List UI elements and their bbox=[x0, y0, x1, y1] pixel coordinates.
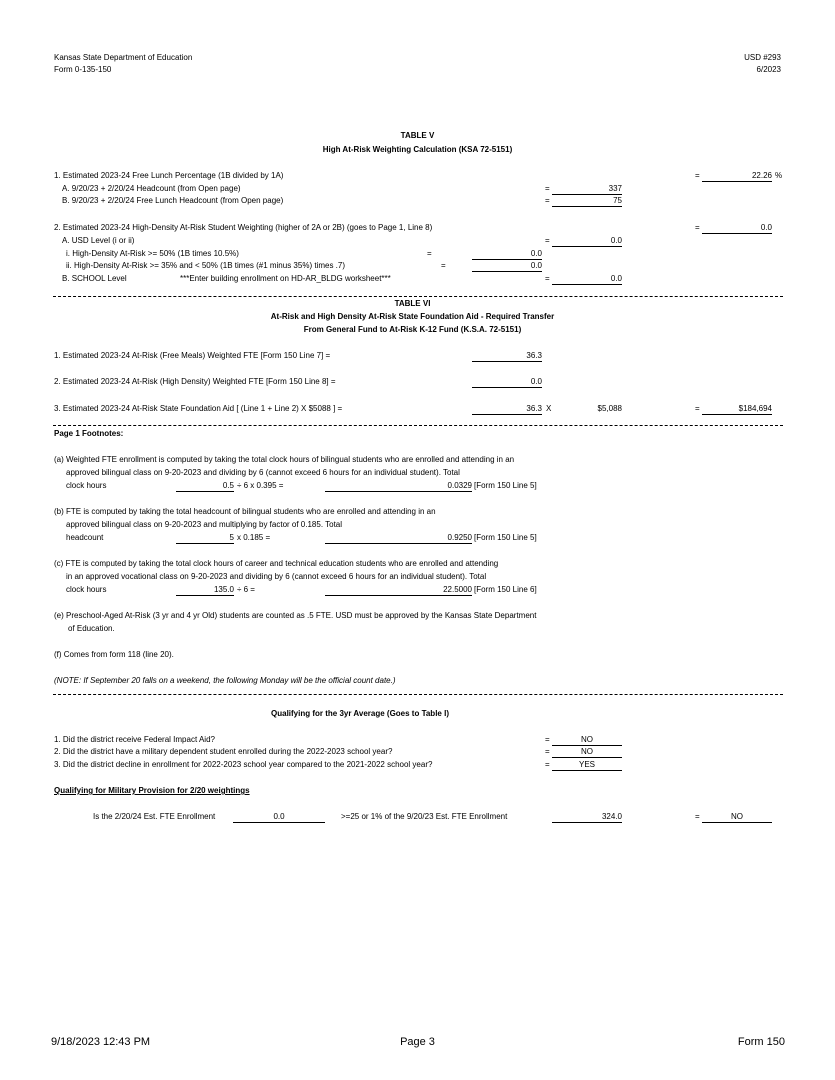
t5-line2a-label: A. USD Level (i or ii) bbox=[62, 236, 135, 245]
footnote-e-line1: (e) Preschool-Aged At-Risk (3 yr and 4 yr Old) students are counted as .5 FTE. USD must be approved by the Kansas State Department bbox=[54, 611, 537, 620]
qualifying-q3-eq: = bbox=[545, 760, 550, 769]
military-provision-title: Qualifying for Military Provision for 2/20 weightings bbox=[54, 786, 250, 795]
footnote-a-operation: ÷ 6 x 0.395 = bbox=[237, 481, 284, 490]
military-question: Is the 2/20/24 Est. FTE Enrollment bbox=[93, 812, 216, 821]
footnote-c-line2: in an approved vocational class on 9-20-2023 and dividing by 6 (cannot exceed 6 hours for an individual student). Total bbox=[66, 572, 487, 581]
t5-line2aii-value: 0.0 bbox=[472, 261, 542, 272]
t5-line2b-label: B. SCHOOL Level bbox=[62, 274, 127, 283]
t5-line1a-value: 337 bbox=[552, 184, 622, 195]
t6-total-value: $184,694 bbox=[702, 404, 772, 415]
table5-subtitle: High At-Risk Weighting Calculation (KSA 72-5151) bbox=[322, 145, 513, 154]
qualifying-q3-answer: YES bbox=[552, 760, 622, 771]
t6-line1-label: 1. Estimated 2023-24 At-Risk (Free Meals) Weighted FTE [Form 150 Line 7] = bbox=[54, 351, 331, 360]
qualifying-q1: 1. Did the district receive Federal Impact Aid? bbox=[54, 735, 215, 744]
qualifying-title: Qualifying for the 3yr Average (Goes to Table I) bbox=[271, 709, 449, 718]
footnote-b-ref: [Form 150 Line 5] bbox=[474, 533, 537, 542]
t6-rate: $5,088 bbox=[597, 404, 622, 413]
table6-subtitle-1: At-Risk and High Density At-Risk State Foundation Aid - Required Transfer bbox=[270, 312, 555, 321]
footnote-a-line1: (a) Weighted FTE enrollment is computed by taking the total clock hours of bilingual students who are enrolled and attending in an bbox=[54, 455, 515, 464]
qualifying-q1-answer: NO bbox=[552, 735, 622, 746]
qualifying-q2-answer: NO bbox=[552, 747, 622, 758]
footnote-b-line1: (b) FTE is computed by taking the total headcount of bilingual students who are enrolled and attending in an bbox=[54, 507, 436, 516]
military-eq: = bbox=[695, 812, 700, 821]
footnote-b-value: 5 bbox=[176, 533, 234, 544]
t6-line1-value: 36.3 bbox=[472, 351, 542, 362]
footnote-a-line2: approved bilingual class on 9-20-2023 and dividing by 6 (cannot exceed 6 hours for an individual student). Total bbox=[66, 468, 460, 477]
t5-line2-eq: = bbox=[695, 223, 700, 232]
military-fte-value: 0.0 bbox=[233, 812, 325, 823]
t5-line1b-value: 75 bbox=[552, 196, 622, 207]
usd-number: USD #293 bbox=[744, 53, 781, 62]
form-date: 6/2023 bbox=[756, 65, 781, 74]
t6-line2-label: 2. Estimated 2023-24 At-Risk (High Density) Weighted FTE [Form 150 Line 8] = bbox=[54, 377, 336, 386]
t5-line2-label: 2. Estimated 2023-24 High-Density At-Risk Student Weighting (higher of 2A or 2B) (goes to Page 1, Line 8) bbox=[54, 223, 433, 232]
table5-title: TABLE V bbox=[400, 131, 435, 140]
t5-line1-value: 22.26 bbox=[702, 171, 772, 182]
footnote-c-line3: clock hours bbox=[66, 585, 107, 594]
footnote-b-operation: x 0.185 = bbox=[237, 533, 271, 542]
t5-line1b-eq: = bbox=[545, 196, 550, 205]
qualifying-q3: 3. Did the district decline in enrollment for 2022-2023 school year compared to the 2021-2022 school year? bbox=[54, 760, 433, 769]
qualifying-q2: 2. Did the district have a military dependent student enrolled during the 2022-2023 school year? bbox=[54, 747, 393, 756]
footnote-e-line2: of Education. bbox=[68, 624, 115, 633]
t5-line2b-note: ***Enter building enrollment on HD-AR_BLDG worksheet*** bbox=[180, 274, 391, 283]
footnote-c-value: 135.0 bbox=[176, 585, 234, 596]
table6-title: TABLE VI bbox=[394, 299, 431, 308]
t5-line2b-value: 0.0 bbox=[552, 274, 622, 285]
footnote-f: (f) Comes from form 118 (line 20). bbox=[54, 650, 174, 659]
footnote-a-ref: [Form 150 Line 5] bbox=[474, 481, 537, 490]
t5-line2ai-eq: = bbox=[427, 249, 432, 258]
t5-line2aii-eq: = bbox=[441, 261, 446, 270]
footnote-b-line2: approved bilingual class on 9-20-2023 and multiplying by factor of 0.185. Total bbox=[66, 520, 343, 529]
page-number: Page 3 bbox=[400, 1036, 435, 1048]
footnotes-title: Page 1 Footnotes: bbox=[54, 429, 124, 438]
t5-line2b-eq: = bbox=[545, 274, 550, 283]
t5-line1a-label: A. 9/20/23 + 2/20/24 Headcount (from Open page) bbox=[62, 184, 241, 193]
t5-line1-label: 1. Estimated 2023-24 Free Lunch Percentage (1B divided by 1A) bbox=[54, 171, 284, 180]
footnote-c-ref: [Form 150 Line 6] bbox=[474, 585, 537, 594]
qualifying-q1-eq: = bbox=[545, 735, 550, 744]
t6-line3-times: X bbox=[546, 404, 552, 413]
divider bbox=[53, 425, 783, 426]
t5-line2a-value: 0.0 bbox=[552, 236, 622, 247]
footnote-a-line3: clock hours bbox=[66, 481, 107, 490]
footnote-a-value: 0.5 bbox=[176, 481, 234, 492]
footnote-note: (NOTE: If September 20 falls on a weekend, the following Monday will be the official count date.) bbox=[54, 676, 396, 685]
military-enrollment-value: 324.0 bbox=[552, 812, 622, 823]
footnote-c-line1: (c) FTE is computed by taking the total clock hours of career and technical education students who are enrolled and attending bbox=[54, 559, 499, 568]
department-name: Kansas State Department of Education bbox=[54, 53, 193, 62]
footer-form: Form 150 bbox=[737, 1036, 785, 1048]
qualifying-q2-eq: = bbox=[545, 747, 550, 756]
footnote-b-result: 0.9250 bbox=[325, 533, 472, 544]
t5-line2ai-value: 0.0 bbox=[472, 249, 542, 260]
form-number: Form 0-135-150 bbox=[54, 65, 112, 74]
t5-line2a-eq: = bbox=[545, 236, 550, 245]
divider bbox=[53, 296, 783, 297]
t5-line1a-eq: = bbox=[545, 184, 550, 193]
divider bbox=[53, 694, 783, 695]
t5-line2aii-label: ii. High-Density At-Risk >= 35% and < 50% (1B times (#1 minus 35%) times .7) bbox=[66, 261, 345, 270]
footnote-b-line3: headcount bbox=[66, 533, 104, 542]
t5-line2ai-label: i. High-Density At-Risk >= 50% (1B times 10.5%) bbox=[66, 249, 239, 258]
t6-line3-label: 3. Estimated 2023-24 At-Risk State Foundation Aid [ (Line 1 + Line 2) X $5088 ] = bbox=[54, 404, 343, 413]
print-timestamp: 9/18/2023 12:43 PM bbox=[51, 1036, 151, 1048]
table6-subtitle-2: From General Fund to At-Risk K-12 Fund (K.S.A. 72-5151) bbox=[303, 325, 522, 334]
t6-line3-value: 36.3 bbox=[472, 404, 542, 415]
t5-line1-pct: % bbox=[775, 171, 783, 180]
military-comparison: >=25 or 1% of the 9/20/23 Est. FTE Enrollment bbox=[341, 812, 508, 821]
t5-line1b-label: B. 9/20/23 + 2/20/24 Free Lunch Headcount (from Open page) bbox=[62, 196, 284, 205]
t6-line2-value: 0.0 bbox=[472, 377, 542, 388]
footnote-a-result: 0.0329 bbox=[325, 481, 472, 492]
footnote-c-result: 22.5000 bbox=[325, 585, 472, 596]
t5-line1-eq: = bbox=[695, 171, 700, 180]
t6-line3-eq: = bbox=[695, 404, 700, 413]
military-result: NO bbox=[702, 812, 772, 823]
footnote-c-operation: ÷ 6 = bbox=[237, 585, 255, 594]
t5-line2-value: 0.0 bbox=[702, 223, 772, 234]
